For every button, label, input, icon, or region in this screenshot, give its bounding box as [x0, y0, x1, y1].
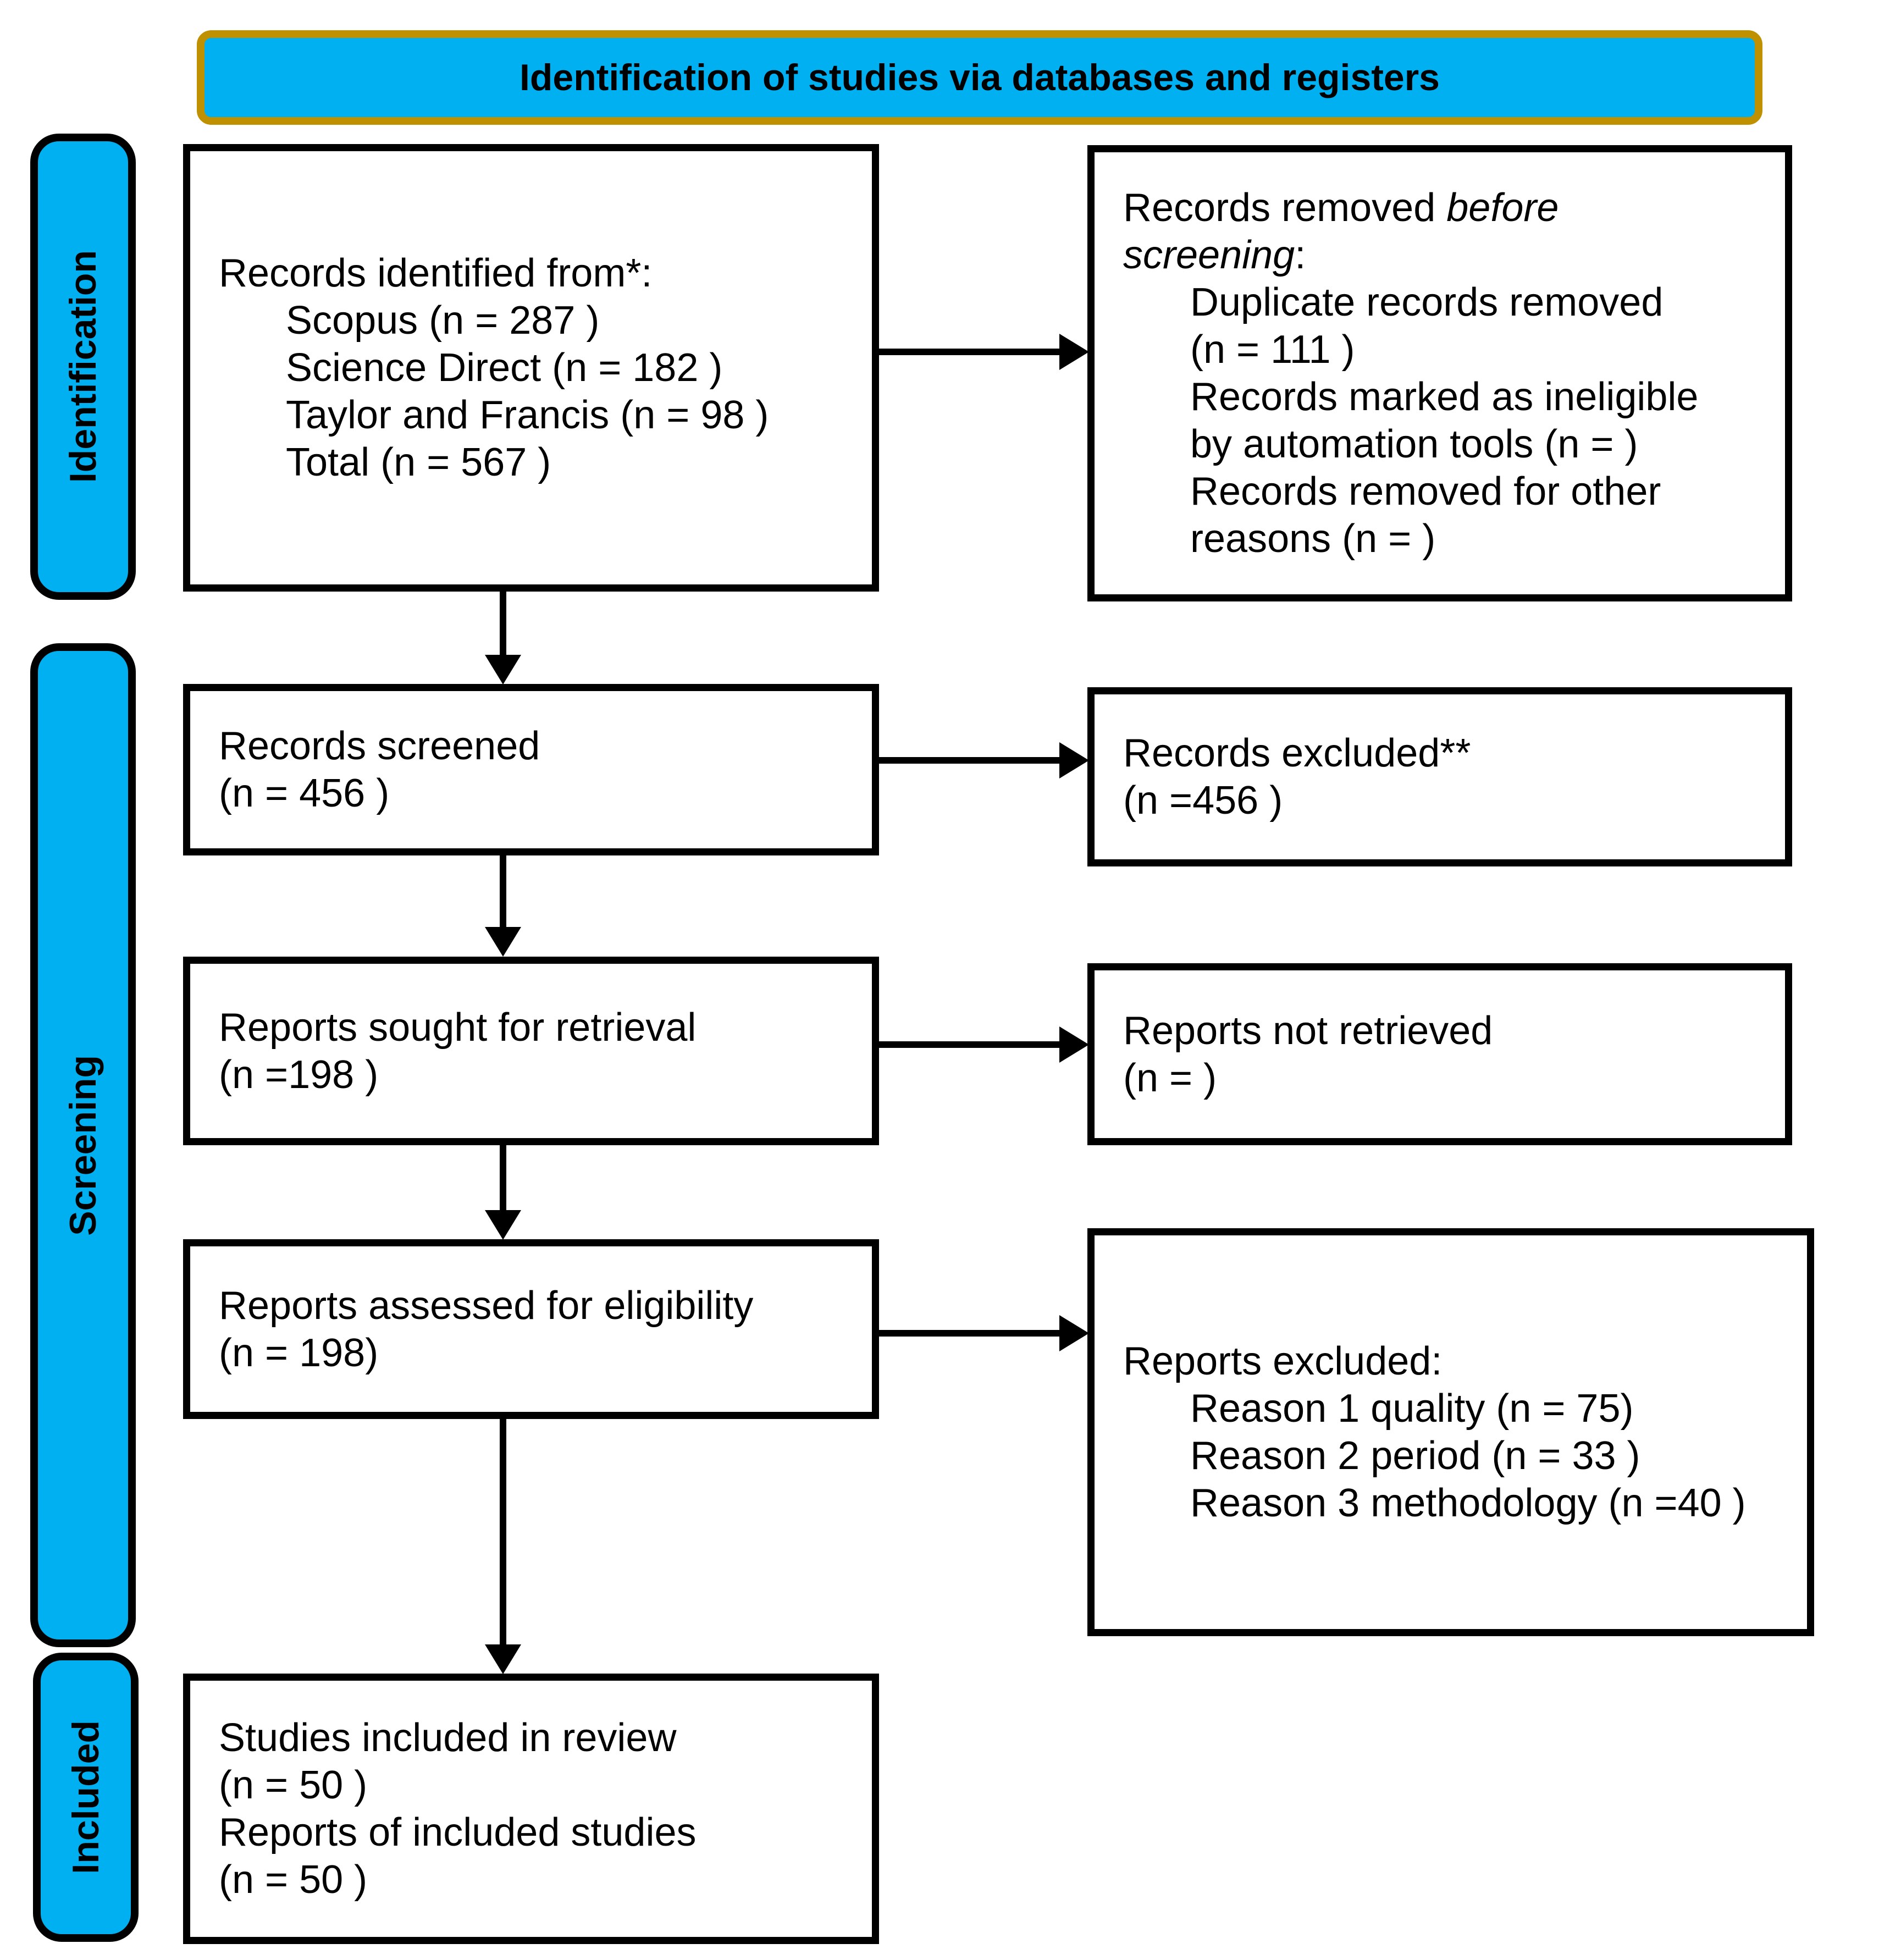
banner-title: Identification of studies via databases and registers [519, 57, 1440, 98]
arrow-identified-to-screened [500, 591, 506, 655]
records-removed-header-italic2: screening [1123, 233, 1295, 277]
reports-sought-count: (n =198 ) [219, 1052, 379, 1097]
records-removed-header-suffix: : [1295, 233, 1306, 277]
reports-not-retrieved-count: (n = ) [1123, 1056, 1217, 1100]
reports-excluded-header: Reports excluded: [1123, 1339, 1443, 1383]
arrow-screened-to-sought [500, 855, 506, 927]
records-removed-item: Duplicate records removed [1190, 280, 1664, 324]
reports-excluded-reason: Reason 3 methodology (n =40 ) [1190, 1481, 1746, 1525]
box-reports-assessed [183, 1239, 879, 1419]
reports-included-count: (n = 50 ) [219, 1858, 368, 1902]
arrow-sought-to-not-retrieved [879, 1041, 1059, 1048]
records-screened-count: (n = 456 ) [219, 771, 390, 815]
studies-included-count: (n = 50 ) [219, 1763, 368, 1807]
arrow-screened-to-excluded [879, 757, 1059, 764]
sidebar-identification [30, 134, 136, 600]
arrow-sought-to-assessed [500, 1145, 506, 1210]
records-removed-header-italic1: before [1446, 186, 1559, 230]
arrow-assessed-to-reports-excluded [879, 1330, 1059, 1337]
reports-assessed-line: Reports assessed for eligibility [219, 1283, 754, 1328]
records-removed-header-line1 [1123, 184, 1769, 231]
reports-not-retrieved-line: Reports not retrieved [1123, 1008, 1493, 1053]
box-records-identified [183, 144, 879, 592]
sidebar-screening [30, 643, 136, 1647]
sidebar-screening-label: Screening [62, 1054, 104, 1236]
studies-included-line: Studies included in review [219, 1716, 677, 1760]
box-studies-included [183, 1674, 879, 1944]
box-reports-excluded [1087, 1228, 1814, 1636]
records-identified-item: Taylor and Francis (n = 98 ) [286, 393, 769, 437]
records-identified-item: Science Direct (n = 182 ) [286, 346, 723, 390]
reports-included-line: Reports of included studies [219, 1810, 697, 1854]
sidebar-included-label: Included [65, 1720, 107, 1874]
records-removed-item: Records marked as ineligible [1190, 375, 1699, 419]
sidebar-included [33, 1653, 139, 1942]
records-removed-item: Records removed for other [1190, 470, 1661, 514]
title-banner [197, 30, 1762, 125]
reports-assessed-count: (n = 198) [219, 1330, 379, 1375]
records-removed-item: (n = 111 ) [1190, 328, 1355, 372]
arrow-identified-to-removed [879, 349, 1059, 355]
box-records-excluded [1087, 687, 1792, 866]
records-screened-line: Records screened [219, 724, 540, 768]
sidebar-identification-label: Identification [62, 250, 104, 483]
box-reports-not-retrieved [1087, 963, 1792, 1145]
records-excluded-count: (n =456 ) [1123, 779, 1283, 822]
box-records-removed [1087, 145, 1792, 601]
records-identified-item: Total (n = 567 ) [286, 440, 551, 484]
box-reports-sought [183, 957, 879, 1145]
records-removed-header-line2 [1123, 231, 1769, 279]
records-removed-header-prefix: Records removed [1123, 186, 1447, 230]
records-removed-item: reasons (n = ) [1190, 517, 1436, 561]
records-identified-header: Records identified from*: [219, 251, 653, 295]
box-records-screened [183, 684, 879, 855]
arrow-assessed-to-included [500, 1419, 506, 1644]
records-excluded-line: Records excluded** [1123, 731, 1471, 775]
reports-sought-line: Reports sought for retrieval [219, 1005, 697, 1050]
records-identified-item: Scopus (n = 287 ) [286, 299, 600, 343]
reports-excluded-reason: Reason 1 quality (n = 75) [1190, 1387, 1634, 1431]
records-removed-item: by automation tools (n = ) [1190, 422, 1638, 466]
reports-excluded-reason: Reason 2 period (n = 33 ) [1190, 1434, 1640, 1478]
